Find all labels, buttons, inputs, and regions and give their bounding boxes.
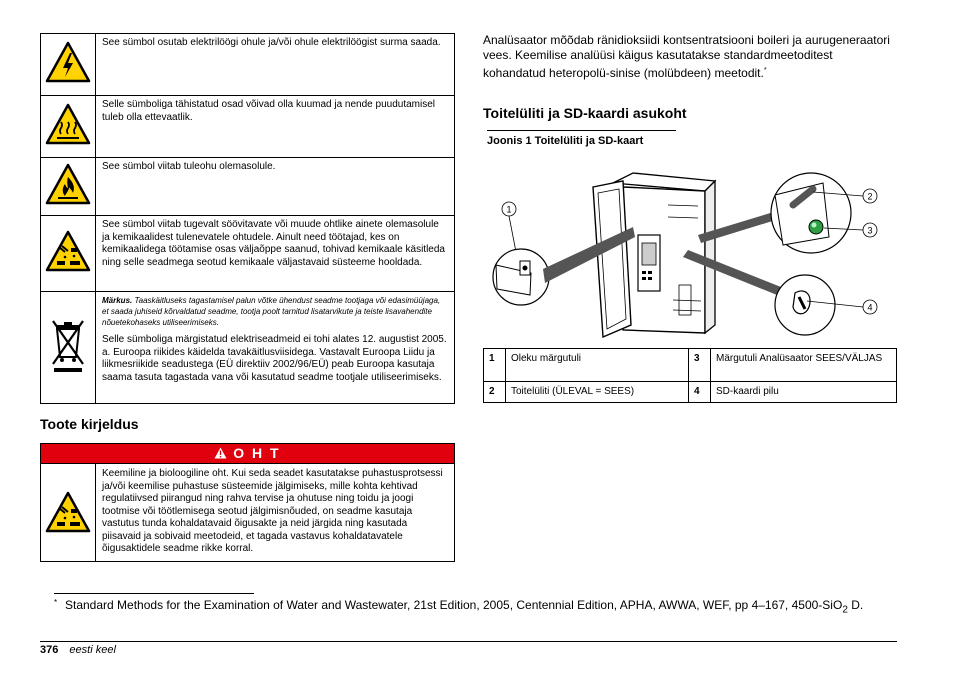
footnote-tail: D. (847, 598, 864, 612)
callout-2-label: 2 (867, 191, 873, 202)
legend-number: 3 (689, 349, 711, 382)
section-heading: Toote kirjeldus (40, 416, 139, 432)
symbol-icon-cell (41, 34, 96, 96)
legend-number: 4 (689, 382, 711, 403)
symbol-icon-cell (41, 216, 96, 292)
footnote-mark: * (54, 598, 58, 607)
callout-4-label: 4 (867, 302, 873, 313)
symbol-icon-cell (41, 158, 96, 216)
page-language: eesti keel (69, 644, 116, 656)
symbol-row (41, 34, 455, 96)
page-footer (40, 644, 116, 656)
legend-row (484, 382, 897, 403)
legend-label: Toitelüliti (ÜLEVAL = SEES) (506, 382, 689, 403)
warning-triangle-icon (214, 447, 227, 459)
legend-label: SD-kaardi pilu (711, 382, 897, 403)
symbol-text: See sümbol viitab tugevalt söövitavate või muude ohtlike ainete olemasolule ja kemikaalidest tulenevatele ohtudele. Ainult need töötajad, kes on kemikaalidega töötamise osas väljaõppe saanud, tohivad kemikaale käsitleda ning selle seadmega seotud kemikaale väljastavaid süsteeme hooldada. (96, 216, 455, 292)
symbol-text: Selle sümboliga märgistatud elektriseadmeid ei tohi alates 12. augustist 2005. a. Euroopa riikides käidelda tavakäitlusviisidega. Vastavalt Euroopa Liidu ja liikmesriikide seadustega (EÜ direktiiv 2002/96/EÜ) peab Euroopa kasutaja saama tasuta tagastada vana või kasutatud seadme tootjale utiliseerimiseks. (102, 334, 447, 383)
footnote-ref: * (763, 67, 767, 74)
note (102, 295, 448, 328)
weee-crossed-bin-icon (48, 315, 88, 375)
figure-illustration (483, 165, 897, 345)
footnote-text: Standard Methods for the Examination of Water and Wastewater, 21st Edition, 2005, Centennial Edition, APHA, AWWA, WEF, pp 4–167, 4500-SiO (65, 598, 843, 612)
warning-label: O H T (233, 445, 281, 461)
warning-icon-cell (41, 464, 96, 561)
electric-shock-icon (45, 41, 91, 83)
note-label: Märkus. (102, 296, 133, 305)
warning-box (40, 443, 455, 562)
footnote-subscript: 2 (842, 604, 848, 616)
intro-text: Analüsaator mõõdab ränidioksiidi kontsentratsiooni boileri ja aurugeneraatori vees. Keemilise analüüsi käigus kasutatakse standardmeetoditest kohandatud heteropolü-sinise (molübdeen) meetodit. (483, 33, 890, 80)
intro-paragraph (483, 33, 893, 81)
page-number: 376 (40, 644, 59, 656)
symbol-icon-cell (41, 96, 96, 158)
legend-number: 2 (484, 382, 506, 403)
legend-label: Oleku märgutuli (506, 349, 689, 382)
symbol-icon-cell (41, 292, 96, 404)
symbol-text: Selle sümboliga tähistatud osad võivad olla kuumad ja nende puudutamisel tuleb olla ettevaatlik. (96, 96, 455, 158)
symbol-text: See sümbol osutab elektrilöögi ohule ja/või ohule elektrilöögist surma saada. (96, 34, 455, 96)
section-heading: Toitelüliti ja SD-kaardi asukoht (483, 105, 687, 121)
safety-symbols-table (40, 33, 455, 404)
page-footer-rule (40, 641, 897, 642)
corrosive-icon (45, 230, 91, 272)
chemical-hazard-icon (45, 491, 91, 533)
note-text: Taaskäitluseks tagastamisel palun võtke ühendust seadme tootjaga või edasimüüjaga, et saada juhiseid kõrvaldatud seadme, tootja poolt tarnitud lisatarvikute ja teiste lisavahendite nõuetekohaseks utiliseerimiseks. (102, 296, 441, 327)
callout-3-label: 3 (867, 225, 873, 236)
figure-legend-table (483, 348, 897, 403)
flammable-icon (45, 163, 91, 205)
legend-number: 1 (484, 349, 506, 382)
symbol-text: See sümbol viitab tuleohu olemasolule. (96, 158, 455, 216)
warning-body (41, 463, 454, 561)
symbol-row (41, 292, 455, 404)
warning-text: Keemiline ja bioloogiline oht. Kui seda seadet kasutatakse puhastusprotsessi ja/või keemilise puhastuse süsteemide jälgimiseks, mille kohta kehtivad regulatiivsed piirangud ning rahva tervise ja ohutuse ning toidu ja joogi tootmise või töötlemisega seotud jälgimisnõuded, on seadme kasutaja vastutus tunda kohaldatavaid õigusakte ja neid järgida ning kasutada piisavaid ja sobivaid meetodeid, et tagada vastavus kohaldatavatele õigusaktidele seadme rikke korral. (102, 468, 443, 554)
symbol-row (41, 96, 455, 158)
legend-row (484, 349, 897, 382)
callout-1-label: 1 (506, 204, 512, 215)
legend-label: Märgutuli Analüsaator SEES/VÄLJAS (711, 349, 897, 382)
footnote (54, 598, 899, 617)
hot-surface-icon (45, 103, 91, 145)
footnote-separator (54, 593, 254, 594)
symbol-row (41, 216, 455, 292)
figure-caption: Joonis 1 Toitelüliti ja SD-kaart (487, 130, 676, 147)
analyzer-diagram (483, 165, 897, 345)
symbol-row (41, 158, 455, 216)
warning-header (41, 444, 454, 463)
symbol-text-cell (96, 292, 455, 404)
